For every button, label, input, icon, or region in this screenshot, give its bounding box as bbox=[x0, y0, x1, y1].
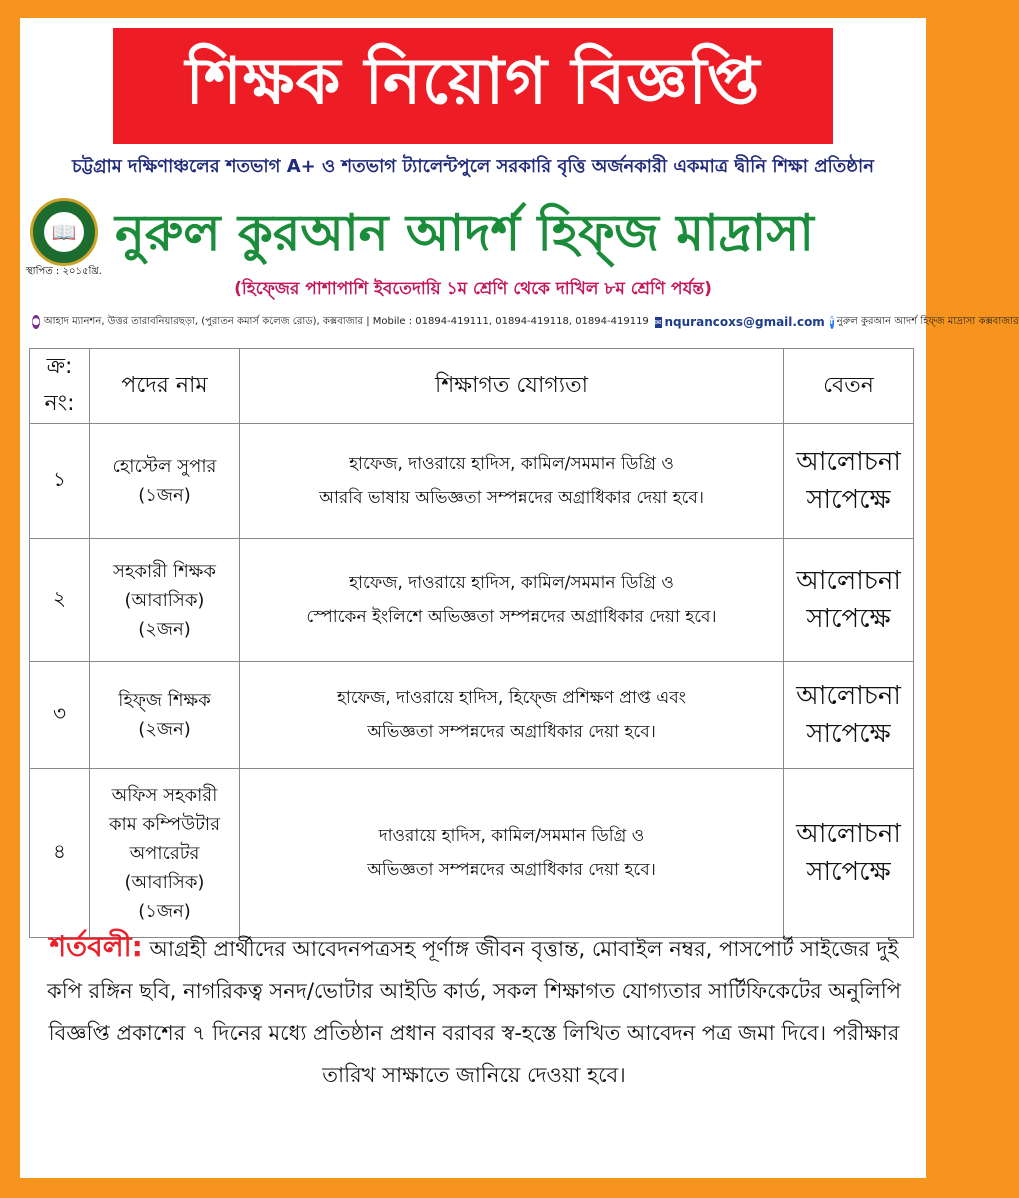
col-qualification: শিক্ষাগত যোগ্যতা bbox=[240, 349, 784, 424]
page-title: শিক্ষক নিয়োগ বিজ্ঞপ্তি bbox=[113, 28, 833, 144]
post-cell bbox=[90, 539, 240, 662]
mail-icon: ✉ bbox=[654, 317, 662, 327]
table-row bbox=[30, 769, 914, 938]
qualification-line: অভিজ্ঞতা সম্পন্নদের অগ্রাধিকার দেয়া হবে। bbox=[367, 722, 656, 742]
contact-address: আহাদ ম্যানশন, উত্তর তারাবনিয়ারছড়া, (পুরাতন কমার্স কলেজ রোড), কক্সবাজার | Mobile : 01894-419111, 01894-419118, 01894-419119 bbox=[43, 315, 649, 327]
post-line: (১জন) bbox=[138, 900, 191, 922]
col-salary: বেতন bbox=[784, 349, 914, 424]
post-line: (২জন) bbox=[138, 719, 191, 740]
qualification-line: দাওরায়ে হাদিস, কামিল/সমমান ডিগ্রি ও bbox=[378, 826, 645, 846]
qualification-line: আরবি ভাষায় অভিজ্ঞতা সম্পন্নদের অগ্রাধিকার দেয়া হবে। bbox=[319, 488, 704, 508]
salary-line: আলোচনা bbox=[796, 681, 901, 711]
qualification-line: হাফেজ, দাওরায়ে হাদিস, হিফ্জে প্রশিক্ষণ প্রাপ্ত এবং bbox=[336, 688, 686, 708]
qualification-cell bbox=[240, 769, 784, 938]
madrasa-logo bbox=[30, 198, 98, 266]
salary-cell bbox=[784, 662, 914, 769]
serial-cell: ৩ bbox=[30, 662, 90, 769]
subtitle: (হিফ্জের পাশাপাশি ইবতেদায়ি ১ম শ্রেণি থেকে দাখিল ৮ম শ্রেণি পর্যন্ত) bbox=[234, 279, 712, 299]
salary-cell bbox=[784, 539, 914, 662]
qualification-line: অভিজ্ঞতা সম্পন্নদের অগ্রাধিকার দেয়া হবে। bbox=[367, 860, 656, 880]
salary-cell bbox=[784, 769, 914, 938]
tagline: চট্টগ্রাম দক্ষিণাঞ্চলের শতভাগ A+ ও শতভাগ ট্যালেন্টপুলে সরকারি বৃত্তি অর্জনকারী একমাত্র দ্বীনি শিক্ষা প্রতিষ্ঠান bbox=[72, 156, 874, 177]
post-line: (আবাসিক) bbox=[124, 589, 205, 611]
salary-line: সাপেক্ষে bbox=[806, 485, 891, 515]
post-line: হোস্টেল সুপার bbox=[112, 456, 217, 477]
contact-bar bbox=[32, 312, 1019, 332]
post-cell bbox=[90, 662, 240, 769]
post-line: (১জন) bbox=[138, 485, 191, 506]
established-date: স্থাপিত : ২০১৫খ্রি. bbox=[26, 266, 102, 277]
salary-cell bbox=[784, 424, 914, 539]
contact-email[interactable]: nqurancoxs@gmail.com bbox=[664, 315, 825, 329]
qualification-cell bbox=[240, 424, 784, 539]
salary-line: সাপেক্ষে bbox=[806, 604, 891, 634]
qualification-line: হাফেজ, দাওরায়ে হাদিস, কামিল/সমমান ডিগ্রি ও bbox=[349, 454, 674, 474]
col-post: পদের নাম bbox=[90, 349, 240, 424]
col-serial: ক্র: নং: bbox=[30, 349, 90, 424]
salary-line: আলোচনা bbox=[796, 566, 901, 596]
facebook-page[interactable]: নুরুল কুরআন আদর্শ হিফ্জ মাদ্রাসা কক্সবাজার bbox=[836, 315, 1019, 327]
qualification-line: হাফেজ, দাওরায়ে হাদিস, কামিল/সমমান ডিগ্রি ও bbox=[349, 573, 674, 593]
serial-cell: ২ bbox=[30, 539, 90, 662]
terms-text: আগ্রহী প্রার্থীদের আবেদনপত্রসহ পূর্ণাঙ্গ জীবন বৃত্তান্ত, মোবাইল নম্বর, পাসপোর্ট সাইজের দুই কপি রঙ্গিন ছবি, নাগরিকত্ব সনদ/ভোটার আইডি কার্ড, সকল শিক্ষাগত যোগ্যতার সার্টিফিকেটের অনুলিপি বিজ্ঞপ্তি প্রকাশের ৭ দিনের মধ্যে প্রতিষ্ঠান প্রধান বরাবর স্ব-হস্তে লিখিত আবেদন পত্র জমা দিবে। পরীক্ষার তারিখ সাক্ষাতে জানিয়ে দেওয়া হবে। bbox=[47, 937, 901, 1087]
salary-line: আলোচনা bbox=[796, 447, 901, 477]
post-line: অপারেটর bbox=[129, 842, 200, 864]
post-line: (আবাসিক) bbox=[124, 871, 205, 893]
vacancy-table bbox=[29, 348, 914, 938]
location-icon: ● bbox=[32, 317, 40, 327]
table-header-row bbox=[30, 349, 914, 424]
salary-line: সাপেক্ষে bbox=[806, 719, 891, 749]
post-line: অফিস সহকারী bbox=[111, 784, 218, 806]
serial-cell: ৪ bbox=[30, 769, 90, 938]
table-row bbox=[30, 539, 914, 662]
terms-label: শর্তবলী: bbox=[49, 930, 143, 963]
post-line: সহকারী শিক্ষক bbox=[113, 560, 216, 582]
salary-line: সাপেক্ষে bbox=[806, 857, 891, 887]
terms-section bbox=[34, 926, 914, 1096]
post-line: কাম কম্পিউটার bbox=[108, 813, 221, 835]
serial-cell: ১ bbox=[30, 424, 90, 539]
post-line: হিফ্জ শিক্ষক bbox=[118, 690, 211, 711]
notice-page bbox=[20, 18, 1019, 1178]
madrasa-name: নুরুল কুরআন আদর্শ হিফ্জ মাদ্রাসা bbox=[115, 204, 814, 262]
table-row bbox=[30, 662, 914, 769]
table-row bbox=[30, 424, 914, 539]
qualification-cell bbox=[240, 662, 784, 769]
salary-line: আলোচনা bbox=[796, 819, 901, 849]
post-cell bbox=[90, 424, 240, 539]
post-line: (২জন) bbox=[138, 618, 191, 640]
book-icon: 📖 bbox=[44, 212, 84, 252]
qualification-cell bbox=[240, 539, 784, 662]
qualification-line: স্পোকেন ইংলিশে অভিজ্ঞতা সম্পন্নদের অগ্রাধিকার দেয়া হবে। bbox=[306, 607, 717, 627]
facebook-icon: f bbox=[829, 317, 834, 327]
post-cell bbox=[90, 769, 240, 938]
